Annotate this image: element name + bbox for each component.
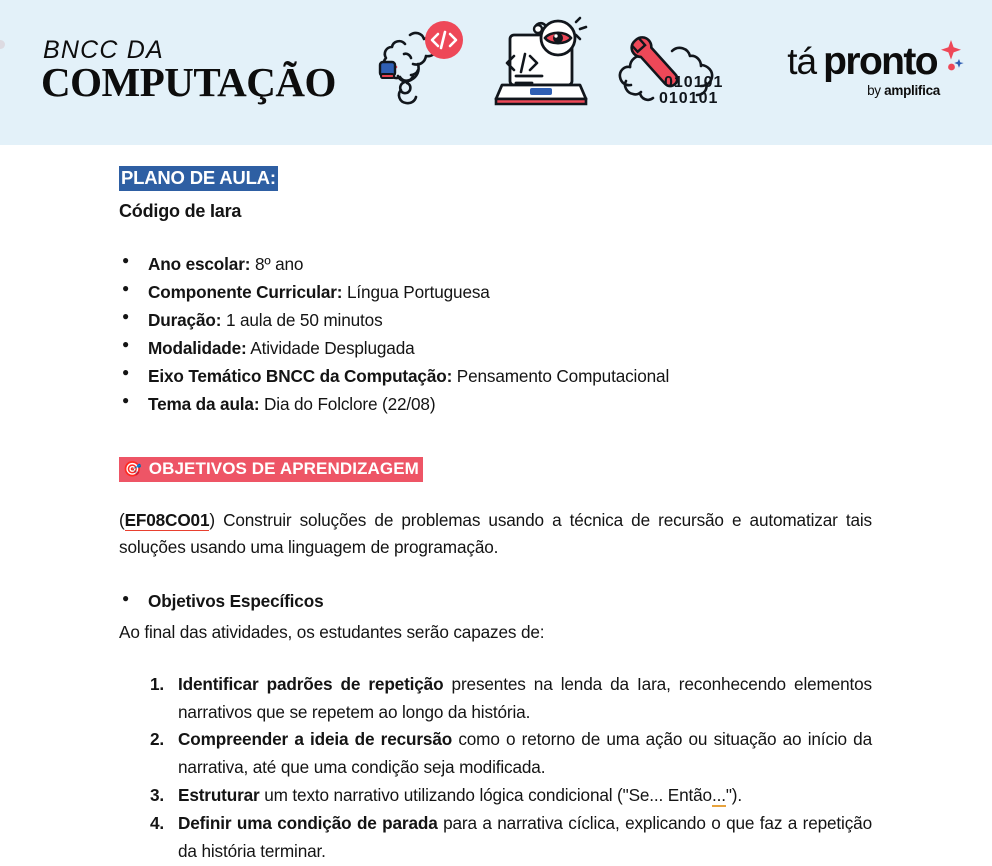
meta-item-duracao — [119, 306, 872, 334]
skill-close-paren: ) — [209, 510, 215, 531]
objective-item-4 — [119, 810, 872, 866]
skill-open-paren: ( — [119, 510, 125, 531]
specific-objectives-heading: ● Objetivos Específicos — [119, 589, 872, 615]
meta-key: Duração: — [148, 309, 222, 330]
byline-brand: amplifica — [884, 83, 940, 98]
lesson-meta-list — [119, 250, 872, 418]
laptop-eye-icon — [492, 18, 592, 119]
objective-bold: Definir uma condição de parada — [178, 812, 438, 833]
objective-rest-pre: um texto narrativo utilizando lógica condicional ("Se... Então — [259, 785, 712, 806]
objective-item-2 — [119, 726, 872, 782]
objective-bold: Compreender a ideia de recursão — [178, 729, 453, 750]
meta-value: Dia do Folclore (22/08) — [259, 393, 436, 414]
byline-prefix: by — [867, 83, 885, 98]
objective-rest-post: "). — [725, 785, 743, 806]
specific-objectives-heading-list — [119, 589, 872, 615]
meta-key: Tema da aula: — [148, 393, 260, 414]
lesson-subtitle: Código de Iara — [119, 200, 242, 221]
objective-item-3 — [119, 782, 872, 810]
objective-bold: Estruturar — [178, 785, 260, 806]
edge-artifact — [0, 40, 5, 49]
meta-item-componente-curricular — [119, 278, 872, 306]
meta-value: 8º ano — [250, 253, 304, 274]
ta-pronto-word-ta: tá — [787, 41, 817, 82]
meta-item-modalidade — [119, 334, 872, 362]
bncc-skill-paragraph — [119, 507, 872, 561]
svg-text:010101: 010101 — [659, 90, 719, 107]
skill-text: Construir soluções de problemas usando a técnica de recursão e automatizar tais soluções usando uma linguagem de programação. — [119, 510, 872, 558]
meta-key: Modalidade: — [148, 337, 247, 358]
ta-pronto-logo — [787, 40, 964, 98]
meta-item-eixo-tematico — [119, 362, 872, 390]
page-title: PLANO DE AULA: — [119, 166, 278, 191]
meta-key: Ano escolar: — [148, 253, 251, 274]
ta-pronto-wordmark — [787, 40, 964, 81]
sparkle-icon — [938, 40, 964, 74]
meta-key: Componente Curricular: — [148, 281, 343, 302]
numbered-objectives-list — [119, 671, 872, 866]
svg-text:010101: 010101 — [664, 74, 724, 91]
wrench-binary-cloud-icon — [614, 21, 724, 116]
target-dart-icon: 🎯 — [123, 460, 142, 478]
objective-rest: para a narrativa cíclica, explicando o que faz a repetição da história terminar. — [178, 812, 872, 861]
ta-pronto-byline — [787, 84, 940, 98]
meta-value: Atividade Desplugada — [246, 337, 415, 358]
bncc-brand-line2: COMPUTAÇÃO — [41, 59, 336, 105]
meta-item-ano-escolar — [119, 250, 872, 278]
meta-value: Pensamento Computacional — [452, 365, 670, 386]
bncc-brand-logo — [41, 36, 336, 105]
meta-value: Língua Portuguesa — [342, 281, 490, 302]
objective-rest: como o retorno de uma ação ou situação ao início da narrativa, até que uma condição seja modificada. — [178, 729, 872, 778]
page-header — [0, 0, 992, 145]
objective-rest: presentes na lenda da Iara, reconhecendo elementos narrativos que se repetem ao longo da história. — [178, 673, 872, 722]
meta-value: 1 aula de 50 minutos — [221, 309, 383, 330]
objectives-banner — [119, 457, 423, 483]
objectives-banner-label: OBJETIVOS DE APRENDIZAGEM — [148, 458, 419, 478]
brain-code-icon — [378, 18, 470, 119]
header-icon-cluster — [378, 18, 724, 119]
meta-key: Eixo Temático BNCC da Computação: — [148, 365, 453, 386]
grammar-suggestion-mark: ... — [711, 785, 726, 806]
objective-bold: Identificar padrões de repetição — [178, 673, 444, 694]
ta-pronto-word-pronto: pronto — [823, 40, 937, 83]
objectives-lead-in: Ao final das atividades, os estudantes serão capazes de: — [119, 621, 545, 642]
bncc-skill-code: EF08CO01 — [124, 510, 210, 531]
objective-item-1 — [119, 671, 872, 727]
meta-item-tema-da-aula — [119, 390, 872, 418]
bncc-brand-line1: BNCC DA — [43, 36, 164, 64]
document-body — [0, 145, 992, 866]
